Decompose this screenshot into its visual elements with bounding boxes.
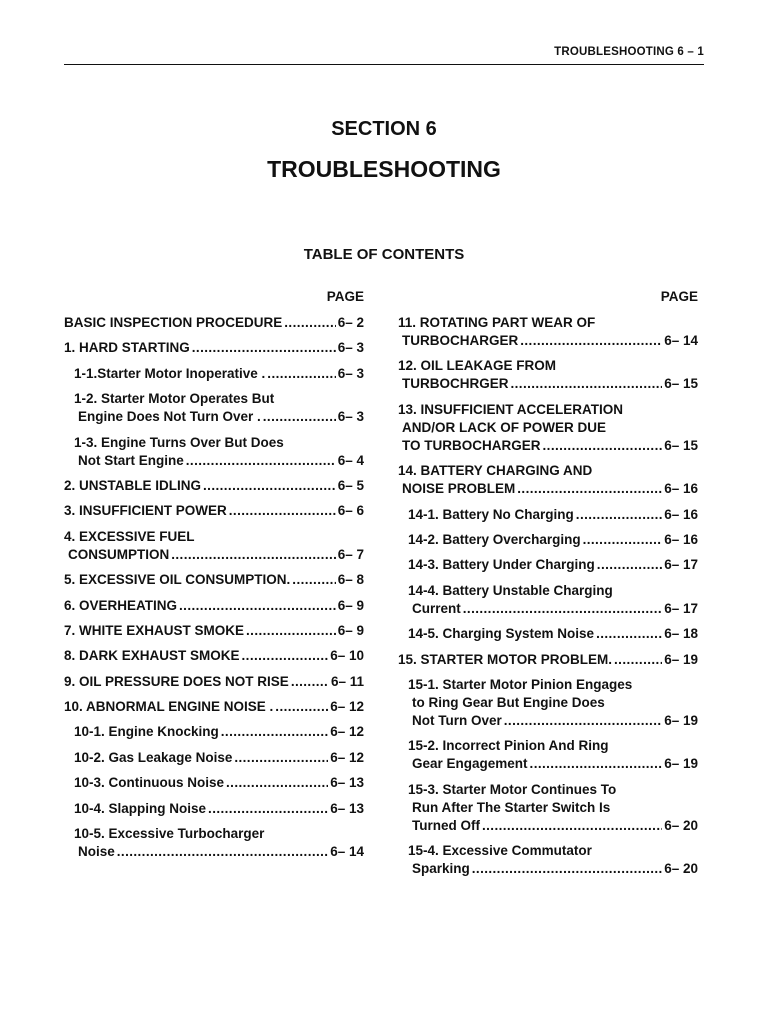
toc-entry xyxy=(398,781,698,835)
toc-page-number: 6– 17 xyxy=(664,557,698,573)
toc-entry-text: Not Turn Over xyxy=(412,712,502,728)
dot-leader xyxy=(192,339,336,357)
dot-leader xyxy=(597,556,662,574)
toc-page-number: 6– 15 xyxy=(664,376,698,392)
document-title: TROUBLESHOOTING xyxy=(267,156,501,182)
toc-page-number: 6– 10 xyxy=(330,648,364,664)
toc-entry xyxy=(398,556,698,574)
toc-right-column xyxy=(398,288,698,885)
toc-entry xyxy=(64,723,364,741)
toc-entry-text: NOISE PROBLEM xyxy=(402,481,516,497)
toc-page-number: 6– 20 xyxy=(664,861,698,877)
toc-entry xyxy=(398,506,698,524)
toc-entry-text: 11. ROTATING PART WEAR OF xyxy=(398,315,596,330)
dot-leader xyxy=(472,860,662,878)
toc-entry xyxy=(398,651,698,669)
dot-leader xyxy=(117,843,328,861)
toc-entry-text: 12. OIL LEAKAGE FROM xyxy=(398,358,557,374)
toc-page-number: 6– 9 xyxy=(337,622,364,638)
toc-page-number: 6– 5 xyxy=(337,477,364,493)
toc-entry-text: 10-3. Continuous Noise xyxy=(74,775,225,791)
toc-entry-text: 14-1. Battery No Charging xyxy=(408,506,574,522)
toc-entry xyxy=(398,582,698,618)
toc-entry-text: 1-1.Starter Motor Inoperative . xyxy=(74,365,266,381)
dot-leader xyxy=(614,651,662,669)
toc-entry xyxy=(398,676,698,730)
dot-leader xyxy=(203,477,336,495)
dot-leader xyxy=(463,600,662,618)
toc-page-number: 6– 13 xyxy=(330,800,364,816)
toc-page-number: 6– 16 xyxy=(664,481,698,497)
toc-page-number: 6– 9 xyxy=(337,597,364,613)
toc-page-number: 6– 19 xyxy=(664,651,698,667)
page-column-label: PAGE xyxy=(660,289,698,304)
dot-leader xyxy=(543,437,663,455)
toc-page-number: 6– 2 xyxy=(337,315,364,330)
toc-entry-text: 14-4. Battery Unstable Charging xyxy=(408,582,613,598)
toc-entry-text: 3. INSUFFICIENT POWER xyxy=(64,503,227,519)
dot-leader xyxy=(275,698,328,716)
dot-leader xyxy=(186,452,336,470)
toc-entry-text: Turned Off xyxy=(412,817,480,833)
toc-entry-text: Gear Engagement xyxy=(412,756,528,772)
toc-entries-right xyxy=(398,314,698,878)
toc-entry-text: 15. STARTER MOTOR PROBLEM. xyxy=(398,651,613,667)
toc-entry-text: Sparking xyxy=(412,861,470,877)
toc-entry-text: Current xyxy=(412,600,461,616)
toc-entry-text: 10. ABNORMAL ENGINE NOISE . xyxy=(64,699,274,715)
toc-entry xyxy=(64,571,364,589)
page-column-label: PAGE xyxy=(326,289,364,304)
toc-entry xyxy=(398,842,698,878)
toc-entry xyxy=(64,339,364,357)
toc-entry xyxy=(64,390,364,426)
toc-entry-text: 10-1. Engine Knocking xyxy=(74,724,219,740)
toc-entry-text: AND/OR LACK OF POWER DUE xyxy=(402,419,606,435)
toc-page-number: 6– 19 xyxy=(664,756,698,772)
toc-entry-text: 14-5. Charging System Noise xyxy=(408,626,595,642)
dot-leader xyxy=(520,332,662,350)
header-rule xyxy=(64,64,704,65)
toc-page-number: 6– 13 xyxy=(330,775,364,791)
dot-leader xyxy=(504,712,662,730)
toc-entry-text: 7. WHITE EXHAUST SMOKE xyxy=(64,622,245,638)
toc-entry-text: 15-1. Starter Motor Pinion Engages xyxy=(408,676,633,692)
toc-entry xyxy=(398,401,698,455)
toc-entries-left xyxy=(64,314,364,861)
toc-page-number: 6– 8 xyxy=(337,572,364,588)
toc-entry-text: TURBOCHRGER xyxy=(402,376,509,392)
toc-entry xyxy=(64,597,364,615)
toc-entry xyxy=(398,737,698,773)
toc-entry-text: 6. OVERHEATING xyxy=(64,597,178,613)
toc-page-number: 6– 20 xyxy=(664,817,698,833)
dot-leader xyxy=(208,800,328,818)
dot-leader xyxy=(171,546,335,564)
toc-page-number: 6– 15 xyxy=(664,437,698,453)
toc-entry-text: 1-3. Engine Turns Over But Does xyxy=(74,434,284,450)
toc-entry-text: 15-3. Starter Motor Continues To xyxy=(408,781,617,797)
toc-entry xyxy=(64,528,364,564)
toc-entry-text: 9. OIL PRESSURE DOES NOT RISE xyxy=(64,673,289,689)
toc-entry xyxy=(64,647,364,665)
toc-entry xyxy=(64,365,364,383)
toc-entry xyxy=(398,625,698,643)
toc-entry xyxy=(64,800,364,818)
toc-page-number: 6– 7 xyxy=(337,546,364,562)
toc-entry-text: TO TURBOCHARGER xyxy=(402,437,541,453)
dot-leader xyxy=(179,597,336,615)
toc-entry-text: 10-5. Excessive Turbocharger xyxy=(74,826,265,842)
toc-page-number: 6– 19 xyxy=(664,712,698,728)
toc-entry xyxy=(398,531,698,549)
toc-entry-text: Run After The Starter Switch Is xyxy=(412,799,611,815)
toc-entry xyxy=(64,477,364,495)
toc-page-number: 6– 17 xyxy=(664,600,698,616)
dot-leader xyxy=(242,647,329,665)
dot-leader xyxy=(596,625,662,643)
dot-leader xyxy=(284,314,335,332)
toc-entry xyxy=(64,698,364,716)
toc-entry xyxy=(398,314,698,350)
toc-entry-text: 10-4. Slapping Noise xyxy=(74,800,207,816)
toc-entry-text: Not Start Engine xyxy=(78,452,184,468)
dot-leader xyxy=(530,755,663,773)
toc-page-number: 6– 3 xyxy=(337,365,364,381)
toc-page-number: 6– 14 xyxy=(664,333,698,348)
dot-leader xyxy=(267,365,335,383)
toc-page-number: 6– 12 xyxy=(330,749,364,765)
toc-entry-text: Noise xyxy=(78,844,115,860)
running-head: TROUBLESHOOTING 6 – 1 xyxy=(554,46,704,58)
toc-page-number: 6– 16 xyxy=(664,531,698,547)
toc-page-number: 6– 4 xyxy=(337,452,364,468)
toc-page-number: 6– 18 xyxy=(664,626,698,642)
toc-entry-text: 15-2. Incorrect Pinion And Ring xyxy=(408,738,609,754)
toc-entry-text: 14-2. Battery Overcharging xyxy=(408,531,581,547)
dot-leader xyxy=(511,375,663,393)
toc-entry-text: TURBOCHARGER xyxy=(402,333,519,348)
dot-leader xyxy=(517,480,662,498)
toc-entry-text: 5. EXCESSIVE OIL CONSUMPTION. xyxy=(64,572,291,588)
dot-leader xyxy=(583,531,663,549)
toc-page-number: 6– 3 xyxy=(337,409,364,425)
dot-leader xyxy=(291,673,329,691)
toc-entry-text: 1-2. Starter Motor Operates But xyxy=(74,391,275,407)
toc-entry-text: 14. BATTERY CHARGING AND xyxy=(398,463,593,479)
toc-page-number: 6– 11 xyxy=(330,673,364,689)
toc-entry xyxy=(64,825,364,861)
toc-page-number: 6– 14 xyxy=(330,844,364,860)
dot-leader xyxy=(246,622,336,640)
toc-entry-text: 1. HARD STARTING xyxy=(64,340,190,356)
dot-leader xyxy=(482,817,662,835)
toc-title: TABLE OF CONTENTS xyxy=(303,246,465,263)
toc-entry xyxy=(64,622,364,640)
toc-entry-text: 8. DARK EXHAUST SMOKE xyxy=(64,648,240,664)
toc-entry xyxy=(64,673,364,691)
toc-entry-text: CONSUMPTION xyxy=(68,546,170,562)
toc-page-number: 6– 6 xyxy=(337,503,364,519)
toc-page-number: 6– 16 xyxy=(664,506,698,522)
dot-leader xyxy=(221,723,328,741)
toc-entry xyxy=(64,314,364,332)
toc-entry-text: 2. UNSTABLE IDLING xyxy=(64,477,202,493)
toc-entry xyxy=(64,749,364,767)
toc-entry-text: to Ring Gear But Engine Does xyxy=(412,694,605,710)
toc-page-number: 6– 12 xyxy=(330,699,364,715)
dot-leader xyxy=(576,506,662,524)
toc-entry xyxy=(64,434,364,470)
toc-entry xyxy=(398,357,698,393)
dot-leader xyxy=(292,571,335,589)
section-title: SECTION 6 xyxy=(331,118,437,140)
toc-entry xyxy=(64,774,364,792)
toc-entry-text: 15-4. Excessive Commutator xyxy=(408,843,592,859)
toc-entry xyxy=(64,502,364,520)
toc-entry xyxy=(398,462,698,498)
toc-entry-text: 4. EXCESSIVE FUEL xyxy=(64,528,195,544)
toc-entry-text: 10-2. Gas Leakage Noise xyxy=(74,749,233,765)
dot-leader xyxy=(226,774,328,792)
toc-entry-text: Engine Does Not Turn Over . xyxy=(78,409,261,425)
toc-left-column xyxy=(64,288,364,868)
toc-entry-text: 14-3. Battery Under Charging xyxy=(408,557,595,573)
dot-leader xyxy=(229,502,336,520)
dot-leader xyxy=(234,749,328,767)
toc-entry-text: BASIC INSPECTION PROCEDURE xyxy=(64,315,283,330)
dot-leader xyxy=(263,408,336,426)
toc-entry-text: 13. INSUFFICIENT ACCELERATION xyxy=(398,401,624,417)
toc-page-number: 6– 3 xyxy=(337,340,364,356)
toc-page-number: 6– 12 xyxy=(330,724,364,740)
